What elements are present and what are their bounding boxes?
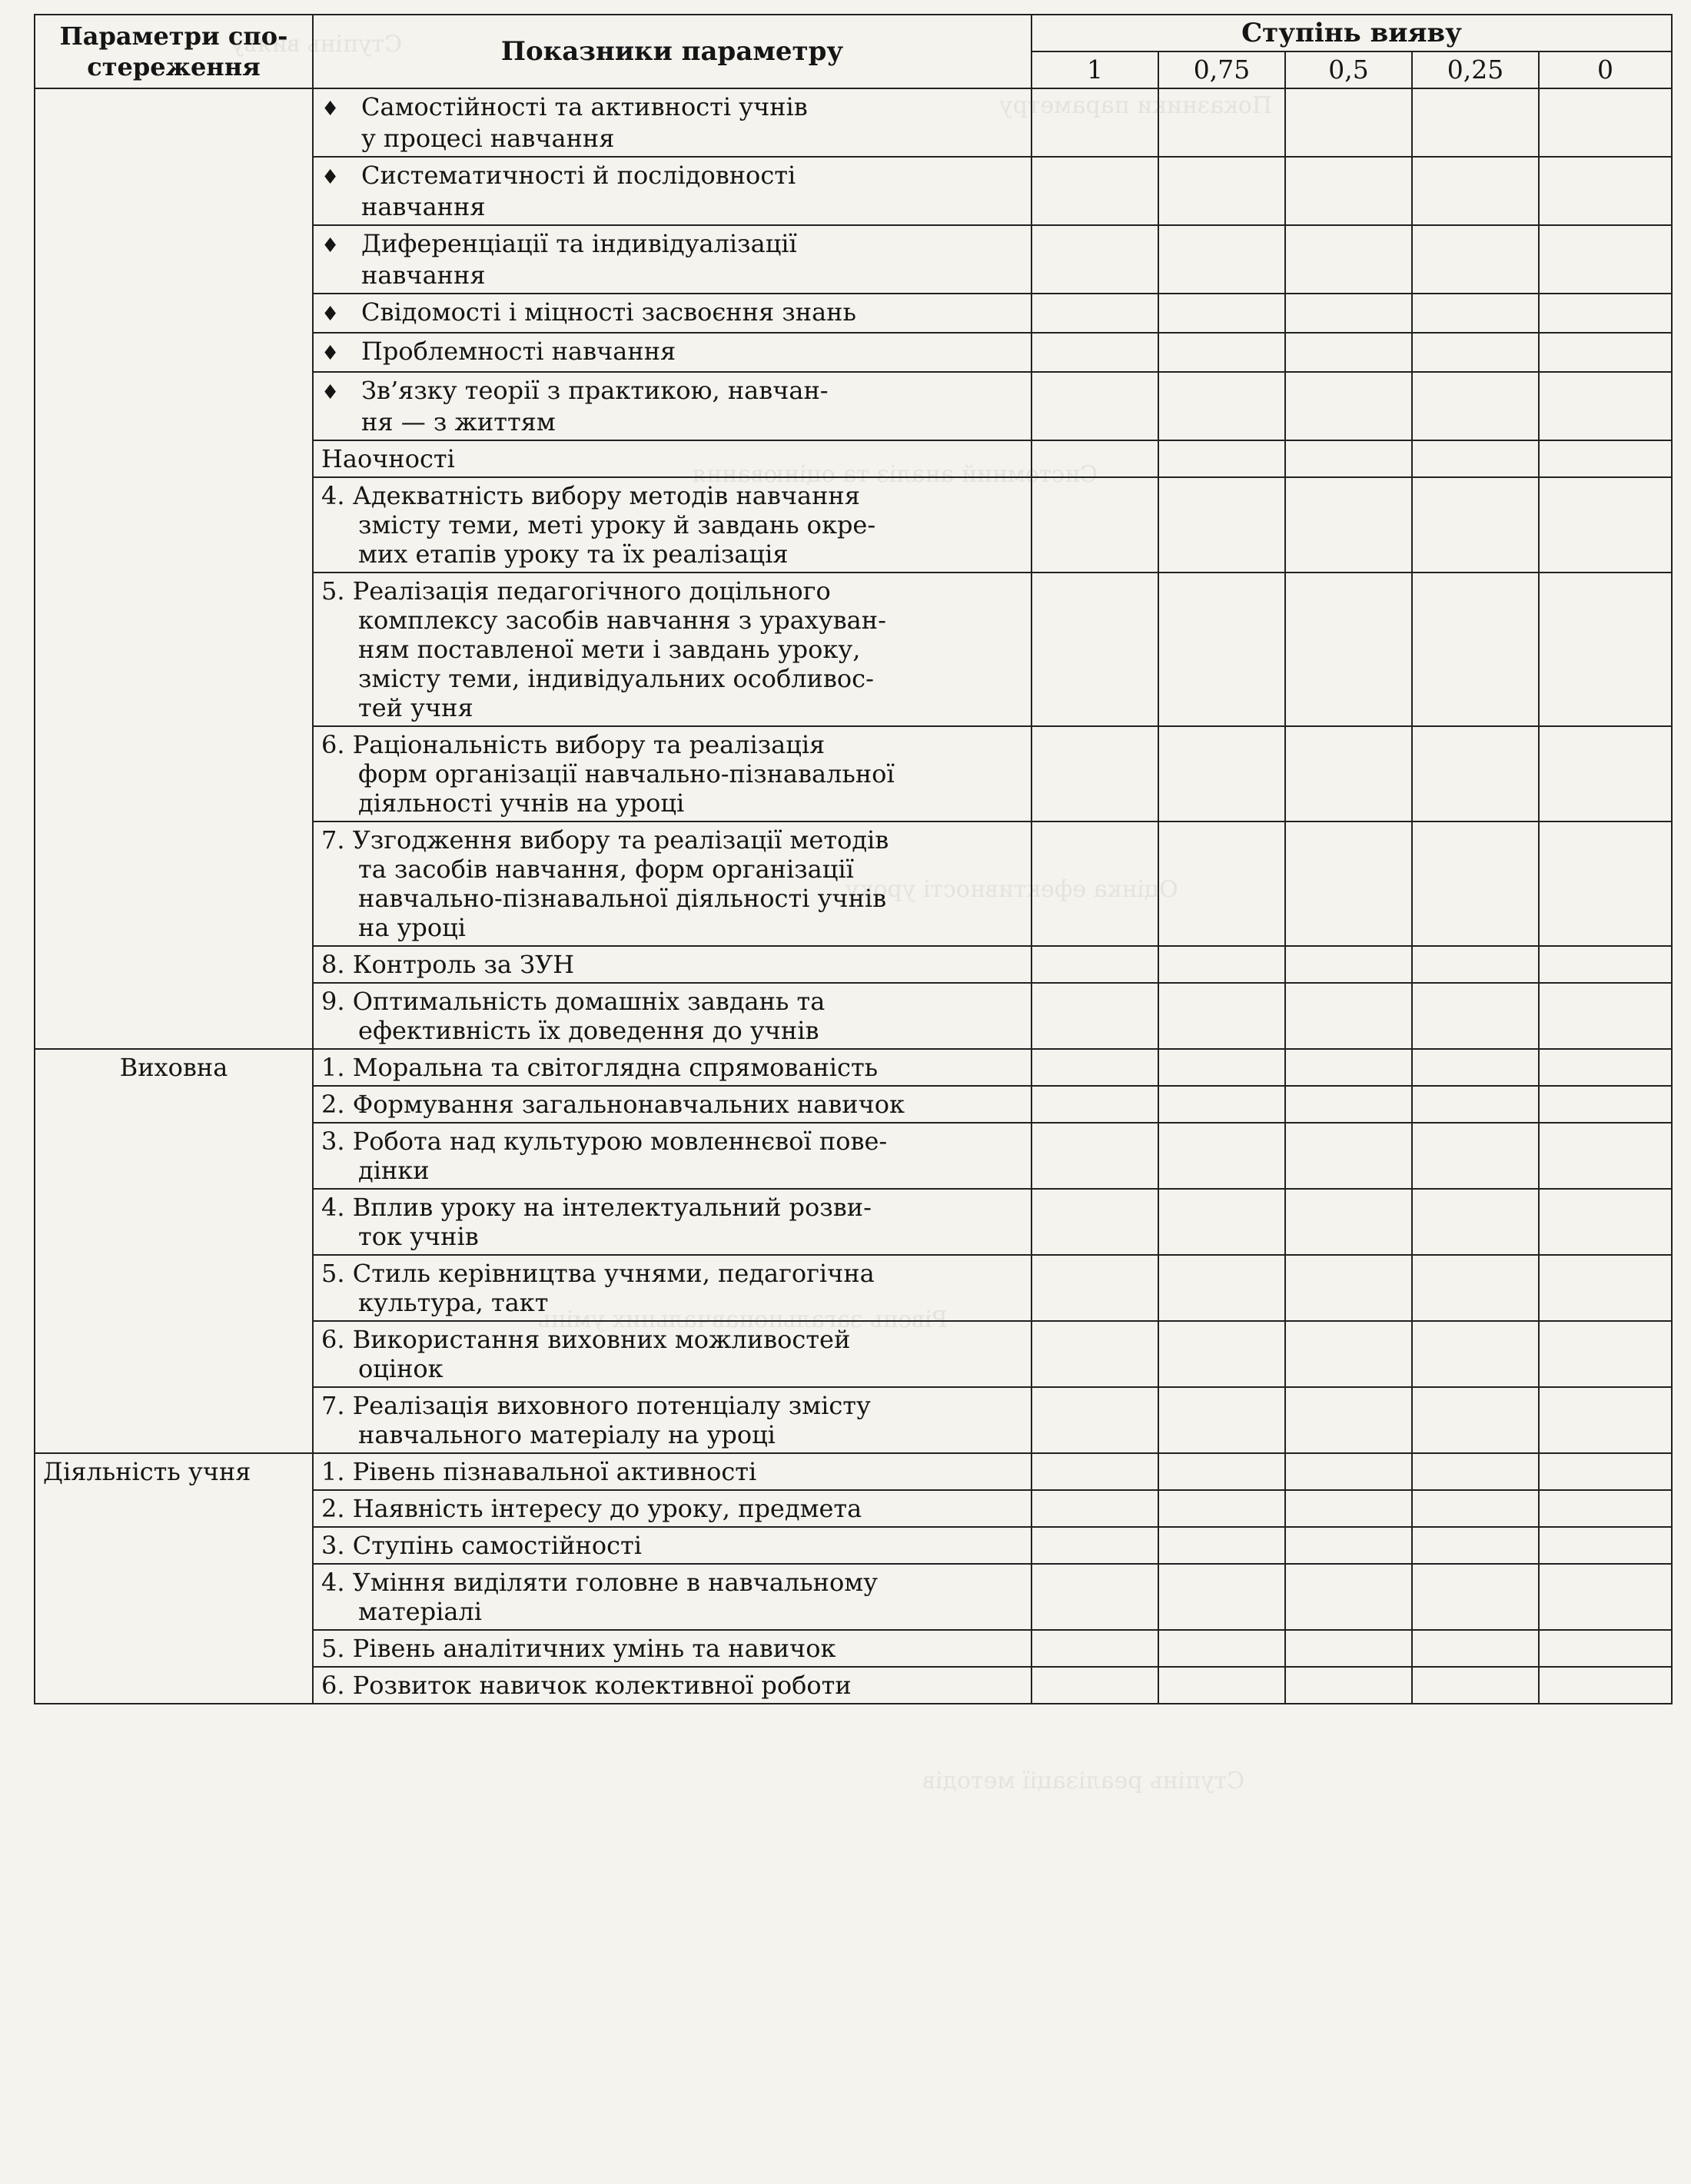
degree-cell[interactable] xyxy=(1158,1123,1285,1189)
degree-cell[interactable] xyxy=(1285,1630,1412,1667)
degree-value: 0,75 xyxy=(1158,51,1285,88)
indicator-text: мих етапів уроку та їх реалізація xyxy=(358,539,789,569)
degree-cell[interactable] xyxy=(1539,1527,1672,1564)
indicators-header: Показники параметру xyxy=(313,15,1032,88)
degree-cell[interactable] xyxy=(1158,1049,1285,1086)
indicator-cell xyxy=(313,1564,1032,1630)
degree-cell[interactable] xyxy=(1158,821,1285,946)
degree-cell[interactable] xyxy=(1158,983,1285,1049)
indicator-cell xyxy=(313,157,1032,225)
degree-cell[interactable] xyxy=(1539,88,1672,157)
indicator-line: Систематичності й послідовності xyxy=(361,161,796,190)
degree-cell[interactable] xyxy=(1032,157,1158,225)
degree-cell[interactable] xyxy=(1412,1321,1539,1387)
degree-cell[interactable] xyxy=(1158,1086,1285,1123)
degree-cell[interactable] xyxy=(1539,157,1672,225)
degree-cell[interactable] xyxy=(1285,225,1412,294)
degree-cell[interactable] xyxy=(1285,1123,1412,1189)
indicator-text: 7. Узгодження вибору та реалізації методів xyxy=(321,825,889,855)
degree-cell[interactable] xyxy=(1032,1255,1158,1321)
degree-cell[interactable] xyxy=(1032,821,1158,946)
degree-cell[interactable] xyxy=(1158,477,1285,573)
indicator-text xyxy=(321,161,1023,192)
indicator-text: на уроці xyxy=(358,913,466,942)
degree-cell[interactable] xyxy=(1412,157,1539,225)
indicator-text: тей учня xyxy=(358,693,473,722)
degree-cell[interactable] xyxy=(1285,1564,1412,1630)
degree-cell[interactable] xyxy=(1158,333,1285,372)
degree-cell[interactable] xyxy=(1539,1387,1672,1453)
degree-cell[interactable] xyxy=(1285,983,1412,1049)
degree-cell[interactable] xyxy=(1285,1453,1412,1490)
degree-cell[interactable] xyxy=(1158,1630,1285,1667)
indicator-text: навчально-пізнавальної діяльності учнів xyxy=(358,884,887,913)
degree-cell[interactable] xyxy=(1285,946,1412,983)
indicator-cell xyxy=(313,477,1032,573)
degree-cell[interactable] xyxy=(1158,157,1285,225)
indicator-line: Проблемності навчання xyxy=(361,337,676,366)
header-row-1 xyxy=(35,15,1672,51)
degree-cell[interactable] xyxy=(1539,821,1672,946)
indicator-text xyxy=(321,229,1023,261)
table-row xyxy=(35,88,1672,157)
indicator-cell xyxy=(313,946,1032,983)
indicator-text: 2. Наявність інтересу до уроку, предмета xyxy=(321,1494,862,1523)
param-header xyxy=(35,15,313,88)
degree-cell[interactable] xyxy=(1539,1255,1672,1321)
indicator-text: 5. Рівень аналітичних умінь та навичок xyxy=(321,1634,836,1663)
degree-cell[interactable] xyxy=(1412,1387,1539,1453)
indicator-text: змісту теми, меті уроку й завдань окре- xyxy=(358,510,876,539)
indicator-cell xyxy=(313,225,1032,294)
indicator-cell xyxy=(313,726,1032,821)
degree-cell[interactable] xyxy=(1032,983,1158,1049)
indicator-cell xyxy=(313,821,1032,946)
degree-cell[interactable] xyxy=(1158,1453,1285,1490)
diamond-bullet-icon: ♦ xyxy=(321,303,340,326)
degree-cell[interactable] xyxy=(1158,1527,1285,1564)
degree-cell[interactable] xyxy=(1412,1527,1539,1564)
degree-cell[interactable] xyxy=(1539,573,1672,726)
diamond-bullet-icon: ♦ xyxy=(321,166,340,189)
indicator-cell xyxy=(313,1387,1032,1453)
degree-cell[interactable] xyxy=(1032,726,1158,821)
diamond-bullet-icon: ♦ xyxy=(321,342,340,365)
indicator-text: матеріалі xyxy=(358,1597,482,1626)
degree-cell[interactable] xyxy=(1158,294,1285,333)
indicator-cell xyxy=(313,573,1032,726)
table-row xyxy=(35,1453,1672,1490)
indicator-text: 4. Уміння виділяти головне в навчальному xyxy=(321,1568,878,1597)
degree-cell[interactable] xyxy=(1412,1255,1539,1321)
degree-header: Ступінь вияву xyxy=(1032,15,1672,51)
indicator-text: ням поставленої мети і завдань уроку, xyxy=(358,635,861,664)
indicator-text: навчального матеріалу на уроці xyxy=(358,1420,776,1449)
degree-cell[interactable] xyxy=(1158,1564,1285,1630)
degree-cell[interactable] xyxy=(1158,225,1285,294)
degree-cell[interactable] xyxy=(1412,946,1539,983)
degree-cell[interactable] xyxy=(1412,1086,1539,1123)
indicator-text: 1. Моральна та світоглядна спрямованість xyxy=(321,1053,879,1082)
indicator-line: Зв’язку теорії з практикою, навчан- xyxy=(361,376,829,405)
indicator-text xyxy=(321,92,1023,124)
degree-cell[interactable] xyxy=(1158,1667,1285,1704)
parameter-group-cell: Діяльність учня xyxy=(35,1453,313,1704)
degree-cell[interactable] xyxy=(1285,372,1412,440)
degree-cell[interactable] xyxy=(1032,477,1158,573)
degree-cell[interactable] xyxy=(1032,1189,1158,1255)
indicator-text: 6. Розвиток навичок колективної роботи xyxy=(321,1671,852,1700)
indicator-cell xyxy=(313,1049,1032,1086)
indicator-text xyxy=(321,337,1023,368)
degree-cell[interactable] xyxy=(1412,983,1539,1049)
degree-cell[interactable] xyxy=(1539,1564,1672,1630)
degree-cell[interactable] xyxy=(1032,946,1158,983)
indicator-text: 5. Стиль керівництва учнями, педагогічна xyxy=(321,1259,875,1288)
indicator-cell xyxy=(313,294,1032,333)
indicator-text: культура, такт xyxy=(358,1288,549,1317)
degree-cell[interactable] xyxy=(1032,294,1158,333)
indicator-cell xyxy=(313,1667,1032,1704)
degree-cell[interactable] xyxy=(1412,1453,1539,1490)
degree-value: 0,5 xyxy=(1285,51,1412,88)
degree-cell[interactable] xyxy=(1285,726,1412,821)
evaluation-table xyxy=(34,14,1673,1704)
indicator-text: 3. Ступінь самостійності xyxy=(321,1531,642,1560)
indicator-text: 9. Оптимальність домашніх завдань та xyxy=(321,987,826,1016)
degree-cell[interactable] xyxy=(1158,1189,1285,1255)
degree-value: 1 xyxy=(1032,51,1158,88)
degree-cell[interactable] xyxy=(1032,1387,1158,1453)
indicator-cell xyxy=(313,1123,1032,1189)
indicator-cell xyxy=(313,1630,1032,1667)
degree-cell[interactable] xyxy=(1032,372,1158,440)
degree-cell[interactable] xyxy=(1285,294,1412,333)
degree-cell[interactable] xyxy=(1158,726,1285,821)
degree-cell[interactable] xyxy=(1539,1630,1672,1667)
degree-cell[interactable] xyxy=(1285,1490,1412,1527)
degree-cell[interactable] xyxy=(1285,1667,1412,1704)
degree-cell[interactable] xyxy=(1412,1630,1539,1667)
degree-cell[interactable] xyxy=(1032,1490,1158,1527)
degree-cell[interactable] xyxy=(1539,1453,1672,1490)
degree-value: 0 xyxy=(1539,51,1672,88)
indicator-text: 7. Реалізація виховного потенціалу змісту xyxy=(321,1391,871,1420)
degree-cell[interactable] xyxy=(1032,440,1158,477)
degree-cell[interactable] xyxy=(1158,1255,1285,1321)
parameter-group-cell: Виховна xyxy=(35,1049,313,1453)
degree-cell[interactable] xyxy=(1539,1123,1672,1189)
indicator-text: ня — з життям xyxy=(361,407,556,436)
degree-cell[interactable] xyxy=(1539,294,1672,333)
indicator-text: 4. Вплив уроку на інтелектуальний розви- xyxy=(321,1193,872,1222)
indicator-text xyxy=(321,297,1023,329)
degree-cell[interactable] xyxy=(1412,1564,1539,1630)
degree-cell[interactable] xyxy=(1032,1453,1158,1490)
degree-cell[interactable] xyxy=(1285,1049,1412,1086)
degree-cell[interactable] xyxy=(1285,440,1412,477)
degree-cell[interactable] xyxy=(1032,1086,1158,1123)
indicator-text: змісту теми, індивідуальних особливос- xyxy=(358,664,874,693)
indicator-text: та засобів навчання, форм організації xyxy=(358,855,854,884)
degree-cell[interactable] xyxy=(1539,983,1672,1049)
degree-cell[interactable] xyxy=(1285,157,1412,225)
degree-cell[interactable] xyxy=(1285,1189,1412,1255)
indicator-cell xyxy=(313,88,1032,157)
degree-cell[interactable] xyxy=(1285,333,1412,372)
param-header-line: Параметри спо- xyxy=(59,22,288,51)
indicator-cell xyxy=(313,1321,1032,1387)
degree-cell[interactable] xyxy=(1158,88,1285,157)
degree-cell[interactable] xyxy=(1158,1387,1285,1453)
degree-cell[interactable] xyxy=(1539,1086,1672,1123)
degree-cell[interactable] xyxy=(1032,1527,1158,1564)
degree-cell[interactable] xyxy=(1158,372,1285,440)
degree-cell[interactable] xyxy=(1412,573,1539,726)
degree-cell[interactable] xyxy=(1412,1490,1539,1527)
degree-cell[interactable] xyxy=(1158,573,1285,726)
indicator-text: навчання xyxy=(361,261,486,290)
degree-cell[interactable] xyxy=(1412,1667,1539,1704)
indicator-cell xyxy=(313,333,1032,372)
degree-cell[interactable] xyxy=(1285,1321,1412,1387)
degree-cell[interactable] xyxy=(1412,1123,1539,1189)
degree-cell[interactable] xyxy=(1032,1667,1158,1704)
indicator-text: форм організації навчально-пізнавальної xyxy=(358,759,895,788)
indicator-text: ефективність їх доведення до учнів xyxy=(358,1016,819,1045)
indicator-text: комплексу засобів навчання з урахуван- xyxy=(358,606,886,635)
indicator-text: 6. Раціональність вибору та реалізація xyxy=(321,730,826,759)
degree-cell[interactable] xyxy=(1158,946,1285,983)
indicator-text: у процесі навчання xyxy=(361,124,615,153)
table-body xyxy=(35,88,1672,1704)
degree-cell[interactable] xyxy=(1539,440,1672,477)
degree-cell[interactable] xyxy=(1412,477,1539,573)
degree-cell[interactable] xyxy=(1032,225,1158,294)
reverse-side-bleed: Ступінь вияву Показники параметру Системний аналіз та оцінювання Оцінка ефективності уроку Рівень загальнонавчальних умінь Ступінь реалізації методів xyxy=(231,31,1273,1794)
degree-cell[interactable] xyxy=(1158,1321,1285,1387)
degree-cell[interactable] xyxy=(1285,88,1412,157)
degree-cell[interactable] xyxy=(1285,573,1412,726)
indicator-cell xyxy=(313,983,1032,1049)
indicator-text: 5. Реалізація педагогічного доцільного xyxy=(321,576,831,606)
indicator-line: Диференціації та індивідуалізації xyxy=(361,229,797,258)
indicator-cell xyxy=(313,372,1032,440)
indicator-cell xyxy=(313,1086,1032,1123)
degree-cell[interactable] xyxy=(1539,225,1672,294)
indicator-line: Самостійності та активності учнів xyxy=(361,92,808,121)
degree-cell[interactable] xyxy=(1285,1527,1412,1564)
indicator-text: оцінок xyxy=(358,1354,444,1383)
degree-cell[interactable] xyxy=(1412,1189,1539,1255)
indicator-text: 8. Контроль за ЗУН xyxy=(321,950,575,979)
diamond-bullet-icon: ♦ xyxy=(321,98,340,121)
degree-cell[interactable] xyxy=(1412,440,1539,477)
indicator-cell xyxy=(313,1527,1032,1564)
degree-cell[interactable] xyxy=(1539,1189,1672,1255)
degree-cell[interactable] xyxy=(1412,726,1539,821)
degree-cell[interactable] xyxy=(1412,1049,1539,1086)
degree-cell[interactable] xyxy=(1158,440,1285,477)
indicator-line: Свідомості і міцності засвоєння знань xyxy=(361,297,856,327)
degree-cell[interactable] xyxy=(1032,333,1158,372)
param-header-line: стереження xyxy=(87,52,261,81)
indicator-text: 6. Використання виховних можливостей xyxy=(321,1325,851,1354)
degree-cell[interactable] xyxy=(1412,225,1539,294)
degree-cell[interactable] xyxy=(1032,573,1158,726)
degree-cell[interactable] xyxy=(1158,1490,1285,1527)
parameter-group-cell xyxy=(35,88,313,1049)
indicator-text: 4. Адекватність вибору методів навчання xyxy=(321,481,860,510)
indicator-text: 2. Формування загальнонавчальних навичок xyxy=(321,1090,905,1119)
degree-cell[interactable] xyxy=(1539,726,1672,821)
degree-cell[interactable] xyxy=(1285,1255,1412,1321)
degree-cell[interactable] xyxy=(1032,1321,1158,1387)
indicator-text: навчання xyxy=(361,192,486,221)
diamond-bullet-icon: ♦ xyxy=(321,234,340,257)
degree-cell[interactable] xyxy=(1412,88,1539,157)
degree-cell[interactable] xyxy=(1285,821,1412,946)
indicator-text: 1. Рівень пізнавальної активності xyxy=(321,1457,757,1486)
degree-cell[interactable] xyxy=(1285,1086,1412,1123)
degree-cell[interactable] xyxy=(1032,1049,1158,1086)
indicator-text: дінки xyxy=(358,1156,430,1185)
table-row xyxy=(35,1049,1672,1086)
degree-cell[interactable] xyxy=(1539,333,1672,372)
indicator-cell xyxy=(313,1453,1032,1490)
degree-cell[interactable] xyxy=(1032,1564,1158,1630)
degree-cell[interactable] xyxy=(1412,372,1539,440)
degree-cell[interactable] xyxy=(1539,1049,1672,1086)
degree-cell[interactable] xyxy=(1539,477,1672,573)
indicator-text: ток учнів xyxy=(358,1222,479,1251)
degree-cell[interactable] xyxy=(1412,821,1539,946)
diamond-bullet-icon: ♦ xyxy=(321,381,340,404)
degree-cell[interactable] xyxy=(1412,294,1539,333)
degree-cell[interactable] xyxy=(1032,1630,1158,1667)
degree-value: 0,25 xyxy=(1412,51,1539,88)
indicator-cell xyxy=(313,1490,1032,1527)
degree-cell[interactable] xyxy=(1285,477,1412,573)
degree-cell[interactable] xyxy=(1032,88,1158,157)
indicator-text: Наочності xyxy=(321,444,455,473)
degree-cell[interactable] xyxy=(1412,333,1539,372)
degree-cell[interactable] xyxy=(1285,1387,1412,1453)
degree-cell[interactable] xyxy=(1032,1123,1158,1189)
degree-cell[interactable] xyxy=(1539,1490,1672,1527)
indicator-text: діяльності учнів на уроці xyxy=(358,788,685,818)
indicator-cell xyxy=(313,1189,1032,1255)
indicator-text: 3. Робота над культурою мовленнєвої пове- xyxy=(321,1127,888,1156)
degree-cell[interactable] xyxy=(1539,1321,1672,1387)
indicator-cell xyxy=(313,440,1032,477)
degree-cell[interactable] xyxy=(1539,372,1672,440)
degree-cell[interactable] xyxy=(1539,1667,1672,1704)
degree-cell[interactable] xyxy=(1539,946,1672,983)
indicator-text xyxy=(321,376,1023,407)
indicator-cell xyxy=(313,1255,1032,1321)
